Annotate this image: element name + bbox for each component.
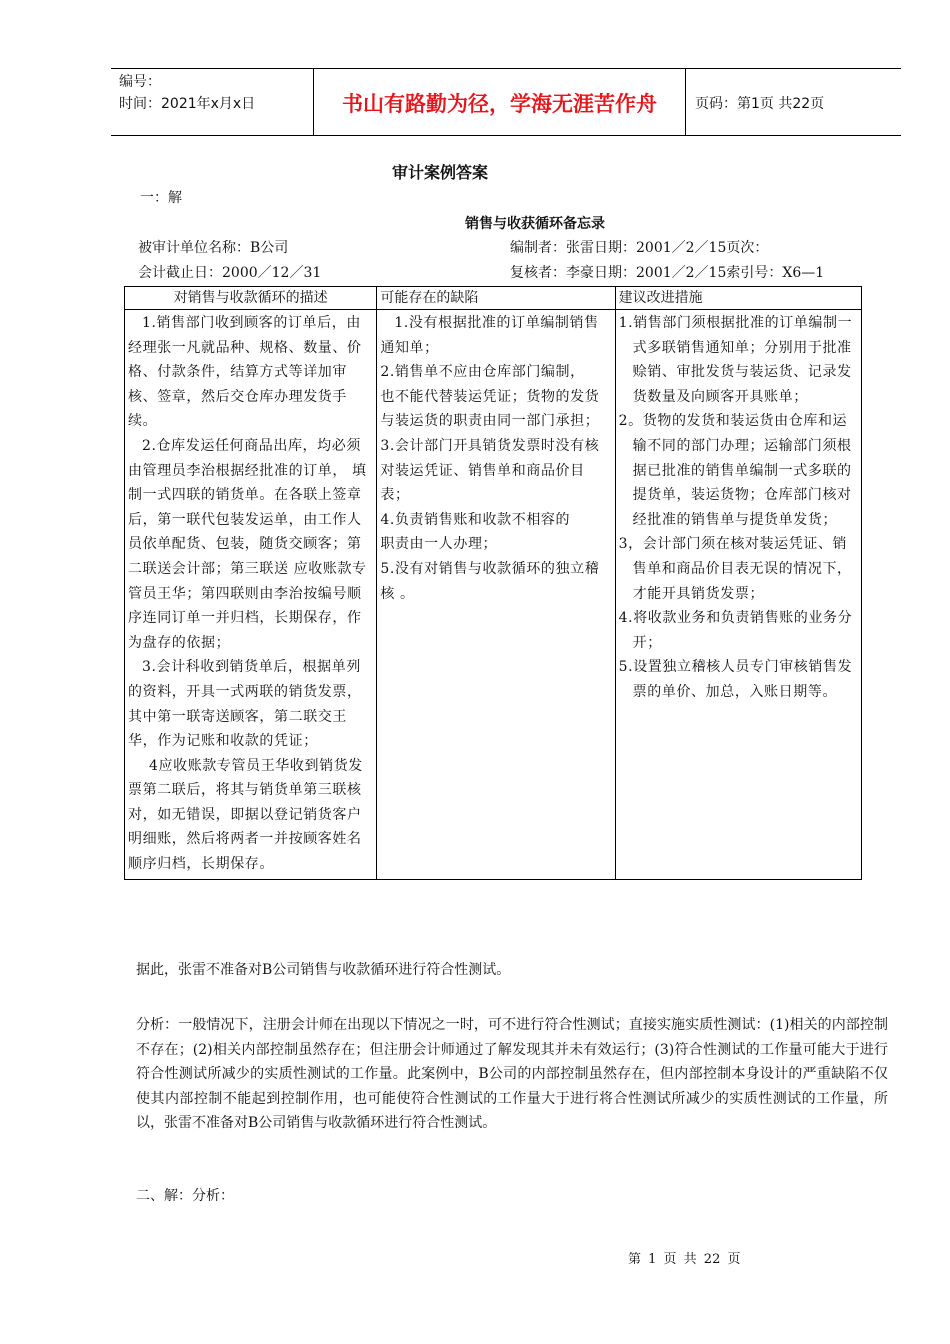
- memo-table: [124, 286, 862, 880]
- memo-title: 销售与收获循环备忘录: [465, 216, 605, 232]
- suggestion-item-2: 2。货物的发货和装运货由仓库和运输不同的部门办理；运输部门须根据已批准的销售单编制一式多联的提货单，装运货物；仓库部门核对经批准的销售单与提货单发货；: [618, 413, 852, 528]
- defect-item-2-cont: 也不能代替装运凭证；货物的发货与装运货的职责由同一部门承担；: [380, 388, 600, 430]
- suggestion-item-5: 5.设置独立稽核人员专门审核销售发票的单价、加总，入账日期等。: [618, 659, 853, 700]
- section-1-label: 一：解: [140, 190, 182, 206]
- header-page-info: 页码：第1页 共22页: [695, 96, 825, 112]
- column-header-description: 对销售与收款循环的描述: [125, 287, 377, 310]
- suggestion-item-4: 4.将收款业务和负责销售账的业务分开；: [618, 610, 853, 651]
- conclusion-text: 据此，张雷不准备对B公司销售与收款循环进行符合性测试。: [136, 962, 511, 978]
- header-motto: 书山有路勤为径，学海无涯苦作舟: [342, 92, 657, 116]
- defect-item-1: 1.没有根据批准的订单编制销售通知单；: [380, 315, 599, 356]
- number-label: 编号：: [119, 74, 161, 90]
- header-divider: [685, 69, 686, 135]
- page-header: [111, 68, 901, 136]
- description-item-4: 4应收账款专管员王华收到销货发票第二联后，将其与销货单第三联核对，如无错误，即据以登记销货客户明细账，然后将两者一并按顾客姓名顺序归档，长期保存。: [128, 757, 363, 873]
- description-item-1: 1.销售部门收到顾客的订单后，由经理张一凡就品种、规格、数量、价格、付款条件，结算方式等详加审核、签章，然后交仓库办理发货手续。: [128, 315, 362, 430]
- table-header-row: [125, 287, 862, 310]
- column-header-suggestions: 建议改进措施: [615, 287, 861, 310]
- preparer-info: 编制者：张雷日期：2001／2／15页次：: [510, 240, 769, 256]
- audited-unit: 被审计单位名称：B公司: [138, 240, 289, 256]
- header-left: [119, 71, 255, 115]
- time-label: 时间：2021年x月x日: [119, 96, 256, 112]
- defect-item-4: 4.负责销售账和收款不相容的: [380, 511, 571, 528]
- table-row: [125, 310, 862, 880]
- description-cell: [125, 310, 377, 880]
- reviewer-info: 复核者：李豪日期：2001／2／15索引号：X6—1: [510, 265, 825, 281]
- description-item-3: 3.会计科收到销货单后，根据单列的资料，开具一式两联的销货发票，其中第一联寄送顾客，第二联交王华，作为记账和收款的凭证；: [128, 659, 362, 750]
- suggestion-item-1: 1.销售部门须根据批准的订单编制一式多联销售通知单；分别用于批准赊销、审批发货与装运货、记录发货数量及向顾客开具账单；: [618, 315, 853, 405]
- document-title: 审计案例答案: [391, 163, 488, 182]
- defect-item-3: 3.会计部门开具销货发票时没有核对装运凭证、销售单和商品价目表；: [380, 437, 600, 504]
- section-2-label: 二、解：分析：: [136, 1188, 234, 1204]
- defect-item-4-cont: 职责由一人办理；: [380, 536, 498, 553]
- suggestions-cell: [615, 310, 861, 880]
- description-item-2: 2.仓库发运任何商品出库，均必须由管理员李治根据经批准的订单， 填制一式四联的销货单。在各联上签章后，第一联代包装发运单，由工作人员依单配货、包装，随货交顾客；第二联送会计部；第三联送 应收账款专管员王华；第四联则由李治按编号顺序连同订单一并归档，长期保存，作为盘存的依据；: [128, 437, 367, 651]
- cutoff-date: 会计截止日：2000／12／31: [138, 265, 322, 281]
- defects-cell: [377, 310, 615, 880]
- defect-item-5: 5.没有对销售与收款循环的独立稽核 。: [380, 560, 600, 602]
- page-footer: 第 1 页 共 22 页: [628, 1252, 741, 1267]
- suggestion-item-3: 3，会计部门须在核对装运凭证、销售单和商品价目表无误的情况下，才能开具销货发票；: [618, 536, 852, 602]
- column-header-defects: 可能存在的缺陷: [377, 287, 615, 310]
- defect-item-2: 2.销售单不应由仓库部门编制，: [380, 364, 585, 381]
- analysis-paragraph: 分析：一般情况下，注册会计师在出现以下情况之一时，可不进行符合性测试；直接实施实质性测试：(1)相关的内部控制不存在；(2)相关内部控制虽然存在；但注册会计师通过了解发现其并未有效运行；(3)符合性测试的工作量可能大于进行符合性测试所减少的实质性测试的工作量。此案例中，B公司的内部控制虽然存在，但内部控制本身设计的严重缺陷不仅使其内部控制不能起到控制作用，也可能使符合性测试的工作量大于进行将合性测试所减少的实质性测试的工作量，所以，张雷不准备对B公司销售与收款循环进行符合性测试。: [136, 1017, 888, 1131]
